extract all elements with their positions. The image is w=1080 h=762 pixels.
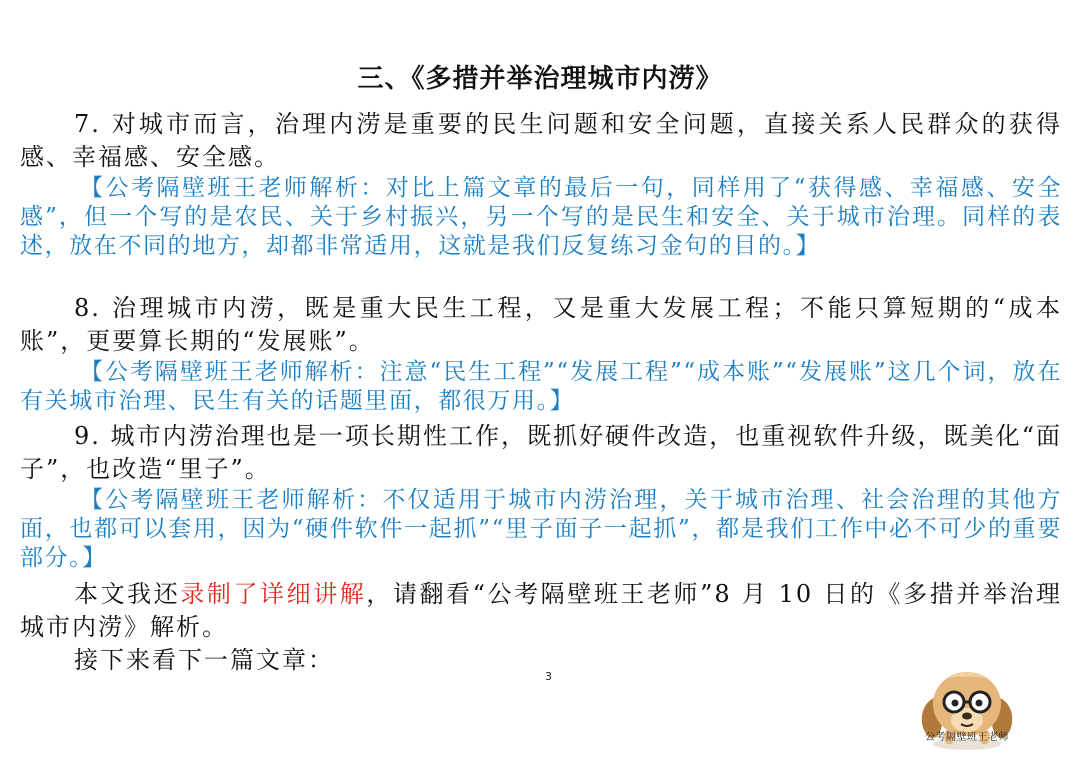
analysis-note: 【公考隔壁班王老师解析：对比上篇文章的最后一句，同样用了“获得感、幸福感、安全感”，但一个写的是农民、关于乡村振兴，另一个写的是民生和安全、关于城市治理。同样的表述，放在不同的地方，却都非常适用，这就是我们反复练习金句的目的。】 xyxy=(20,175,1062,259)
item-text: 7. 对城市而言，治理内涝是重要的民生问题和安全问题，直接关系人民群众的获得感、幸福感、安全感。 xyxy=(20,110,1062,171)
item-text: 9. 城市内涝治理也是一项长期性工作，既抓好硬件改造，也重视软件升级，既美化“面子”，也改造“里子”。 xyxy=(20,422,1062,483)
item-9 xyxy=(20,420,1062,573)
closing-text-part2: ，请翻看“公考隔壁班王老师”8 月 10 日的《多措并举治理城市内涝》解析。 xyxy=(20,580,1063,641)
watermark-text: 公考隔壁班王老师 xyxy=(925,732,1009,743)
closing-text xyxy=(20,578,1062,644)
item-7 xyxy=(20,108,1062,261)
item-text: 8. 治理城市内涝，既是重大民生工程，又是重大发展工程；不能只算短期的“成本账”，更要算长期的“发展账”。 xyxy=(20,294,1062,355)
section-title: 三、《多措并举治理城市内涝》 xyxy=(357,64,723,94)
next-article-line: 接下来看下一篇文章： xyxy=(74,646,334,674)
closing-text-part1: 本文我还 xyxy=(74,580,181,608)
page-number: 3 xyxy=(545,670,552,683)
analysis-note: 【公考隔壁班王老师解析：注意“民生工程”“发展工程”“成本账”“发展账”这几个词，放在有关城市治理、民生有关的话题里面，都很万用。】 xyxy=(20,359,1062,414)
item-8 xyxy=(20,292,1062,416)
closing-paragraph xyxy=(20,578,1062,677)
analysis-note: 【公考隔壁班王老师解析：不仅适用于城市内涝治理，关于城市治理、社会治理的其他方面，也都可以套用，因为“硬件软件一起抓”“里子面子一起抓”，都是我们工作中必不可少的重要部分。】 xyxy=(20,487,1062,571)
highlight-text: 录制了详细讲解 xyxy=(180,580,367,608)
